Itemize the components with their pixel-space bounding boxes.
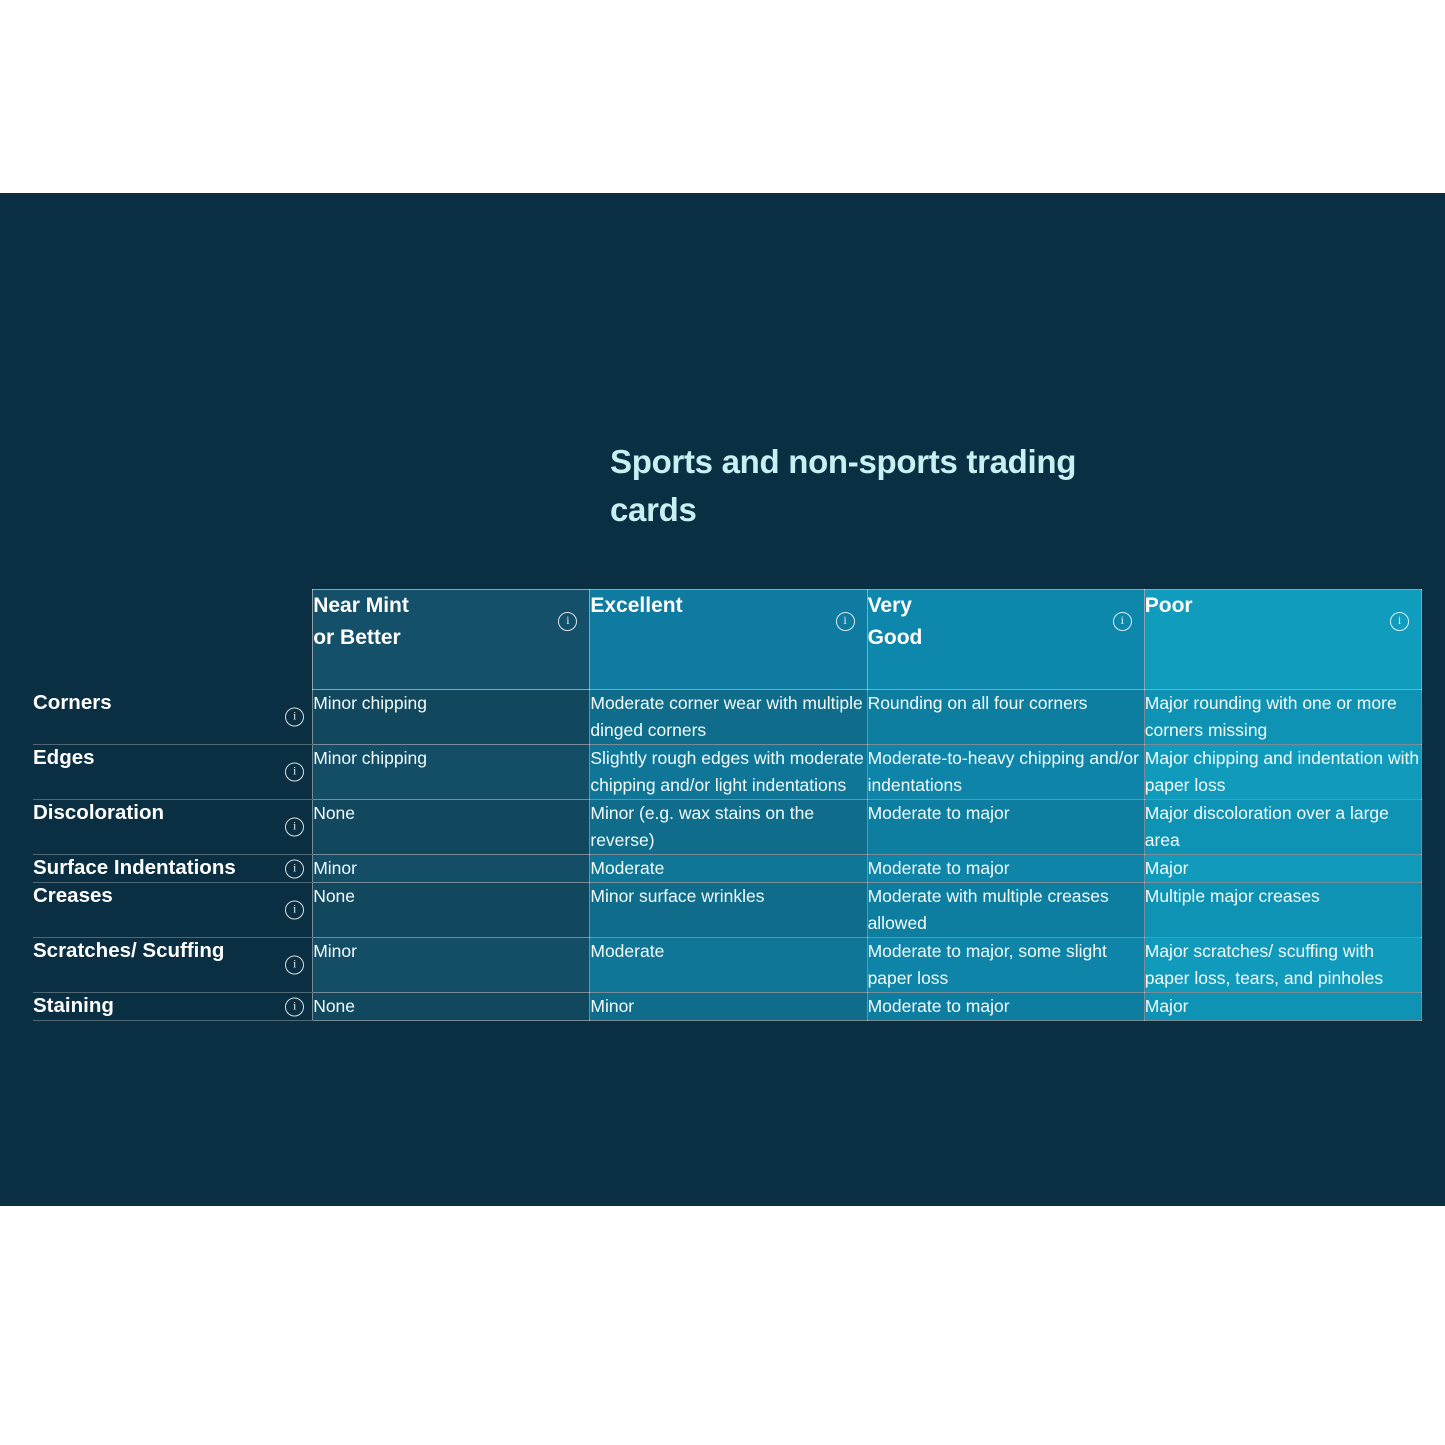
table-row bbox=[33, 938, 1422, 993]
row-label-text: Scratches/ Scuffing bbox=[33, 939, 225, 962]
row-label-staining bbox=[33, 993, 313, 1021]
cell-scratches-poor: Major scratches/ scuffing with paper loss, tears, and pinholes bbox=[1144, 938, 1421, 993]
column-header-line1: Poor bbox=[1144, 594, 1193, 617]
row-label-edges bbox=[33, 745, 313, 800]
cell-corners-poor: Major rounding with one or more corners missing bbox=[1144, 690, 1421, 745]
column-header-line2: Good bbox=[867, 626, 923, 649]
table-corner-cell bbox=[33, 590, 313, 690]
page-title: Sports and non-sports trading cards bbox=[610, 443, 1077, 528]
cell-creases-poor: Multiple major creases bbox=[1144, 883, 1421, 938]
column-header-near-mint bbox=[313, 590, 590, 690]
cell-staining-excellent: Minor bbox=[590, 993, 867, 1021]
cell-edges-near-mint: Minor chipping bbox=[313, 745, 590, 800]
row-label-surface-indentations bbox=[33, 855, 313, 883]
cell-corners-excellent: Moderate corner wear with multiple dinged corners bbox=[590, 690, 867, 745]
cell-surface-poor: Major bbox=[1144, 855, 1421, 883]
row-label-scratches-scuffing bbox=[33, 938, 313, 993]
info-icon[interactable]: i bbox=[285, 901, 304, 920]
column-header-poor bbox=[1144, 590, 1421, 690]
info-icon[interactable]: i bbox=[285, 956, 304, 975]
info-icon[interactable]: i bbox=[285, 859, 304, 878]
row-label-text: Surface Indentations bbox=[33, 856, 236, 879]
cell-staining-near-mint: None bbox=[313, 993, 590, 1021]
info-icon[interactable]: i bbox=[1113, 612, 1132, 631]
table-row bbox=[33, 883, 1422, 938]
row-label-creases bbox=[33, 883, 313, 938]
cell-discoloration-excellent: Minor (e.g. wax stains on the reverse) bbox=[590, 800, 867, 855]
table-row bbox=[33, 993, 1422, 1021]
cell-edges-poor: Major chipping and indentation with paper loss bbox=[1144, 745, 1421, 800]
row-label-text: Corners bbox=[33, 690, 112, 714]
table-row bbox=[33, 745, 1422, 800]
info-icon[interactable]: i bbox=[558, 612, 577, 631]
info-icon[interactable]: i bbox=[836, 612, 855, 631]
cell-staining-poor: Major bbox=[1144, 993, 1421, 1021]
cell-discoloration-poor: Major discoloration over a large area bbox=[1144, 800, 1421, 855]
content-panel bbox=[0, 193, 1445, 1206]
cell-corners-near-mint: Minor chipping bbox=[313, 690, 590, 745]
info-icon[interactable]: i bbox=[285, 763, 304, 782]
column-header-line1: Very bbox=[867, 594, 912, 617]
table-row bbox=[33, 690, 1422, 745]
row-label-text: Edges bbox=[33, 746, 95, 769]
cell-surface-excellent: Moderate bbox=[590, 855, 867, 883]
cell-creases-very-good: Moderate with multiple creases allowed bbox=[867, 883, 1144, 938]
row-label-text: Staining bbox=[33, 994, 114, 1017]
info-icon[interactable]: i bbox=[285, 997, 304, 1016]
cell-discoloration-near-mint: None bbox=[313, 800, 590, 855]
cell-scratches-very-good: Moderate to major, some slight paper loss bbox=[867, 938, 1144, 993]
cell-edges-very-good: Moderate-to-heavy chipping and/or indentations bbox=[867, 745, 1144, 800]
info-icon[interactable]: i bbox=[285, 818, 304, 837]
cell-creases-excellent: Minor surface wrinkles bbox=[590, 883, 867, 938]
cell-surface-very-good: Moderate to major bbox=[867, 855, 1144, 883]
cell-scratches-near-mint: Minor bbox=[313, 938, 590, 993]
column-header-line1: Excellent bbox=[590, 594, 683, 617]
cell-corners-very-good: Rounding on all four corners bbox=[867, 690, 1144, 745]
cell-surface-near-mint: Minor bbox=[313, 855, 590, 883]
column-header-line2: or Better bbox=[313, 626, 401, 649]
cell-creases-near-mint: None bbox=[313, 883, 590, 938]
table-row bbox=[33, 800, 1422, 855]
table-body bbox=[33, 690, 1422, 1021]
cell-scratches-excellent: Moderate bbox=[590, 938, 867, 993]
info-icon[interactable]: i bbox=[285, 707, 304, 726]
table-header bbox=[33, 590, 1422, 690]
row-label-discoloration bbox=[33, 800, 313, 855]
header-row bbox=[33, 590, 1422, 690]
row-label-text: Discoloration bbox=[33, 801, 164, 824]
cell-edges-excellent: Slightly rough edges with moderate chipping and/or light indentations bbox=[590, 745, 867, 800]
cell-staining-very-good: Moderate to major bbox=[867, 993, 1144, 1021]
column-header-excellent bbox=[590, 590, 867, 690]
grading-criteria-table bbox=[33, 589, 1422, 1021]
cell-discoloration-very-good: Moderate to major bbox=[867, 800, 1144, 855]
table-row bbox=[33, 855, 1422, 883]
column-header-line1: Near Mint bbox=[313, 594, 409, 617]
info-icon[interactable]: i bbox=[1390, 612, 1409, 631]
row-label-text: Creases bbox=[33, 884, 113, 907]
column-header-very-good bbox=[867, 590, 1144, 690]
row-label-corners bbox=[33, 690, 313, 745]
